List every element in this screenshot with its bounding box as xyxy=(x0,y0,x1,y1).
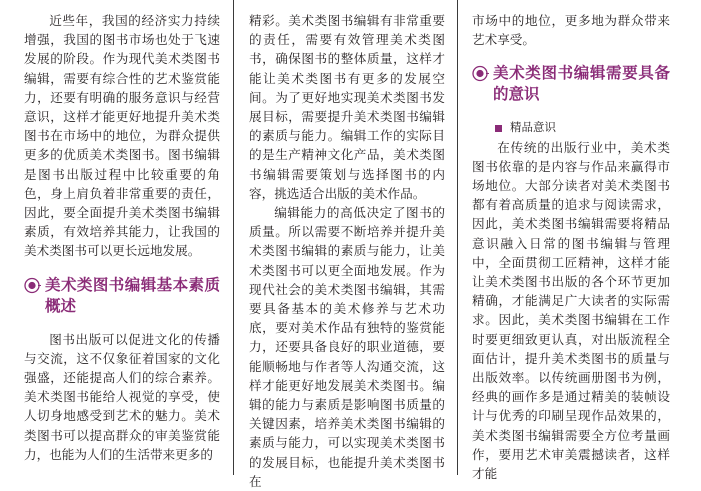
square-bullet-icon xyxy=(495,125,502,132)
section-heading-text: 美术类图书编辑基本素质概述 xyxy=(45,275,220,315)
section-heading xyxy=(472,63,670,105)
column-3 xyxy=(472,11,670,483)
column-2 xyxy=(249,11,445,491)
body-paragraph: 近些年，我国的经济实力持续增强，我国的图书市场也处于飞速发展的阶段。作为现代美术类图书编辑，需要有综合性的艺术鉴赏能力，还要有明确的服务意识与经营意识，这样才能更好地提升美术类图书在市场中的地位，为群众提供更多的优质美术类图书。图书编辑是图书出版过程中比较重要的角色，身上肩负着非常重要的责任，因此，要全面提升美术类图书编辑素质，有效培养其能力，让我国的美术类图书可以更长远地发展。 xyxy=(24,13,220,259)
target-ring-icon xyxy=(472,65,489,82)
subsection-heading xyxy=(495,118,670,137)
subsection-heading-text: 精品意识 xyxy=(510,120,556,135)
target-ring-icon xyxy=(24,277,41,294)
body-paragraph: 编辑能力的高低决定了图书的质量。所以需要不断培养并提升美术类图书编辑的素质与能力，让美术类图书可以更全面地发展。作为现代社会的美术类图书编辑，其需要具备基本的美术修养与艺术功底，要对美术作品有独特的鉴赏能力，还要具备良好的职业道德，要能顺畅地与作者等人沟通交流，这样才能更好地发展美术类图书。编辑的能力与素质是影响图书质量的关键因素，培养美术类图书编辑的素质与能力，可以实现美术类图书的发展目标，也能提升美术类图书在 xyxy=(249,205,445,489)
column-divider-right xyxy=(457,0,458,475)
body-paragraph: 图书出版可以促进文化的传播与交流，这不仅象征着国家的文化强盛，还能提高人们的综合素养。美术类图书能给人视觉的享受，使人切身地感受到艺术的魅力。美术类图书可以提高群众的审美鉴赏能力，也能为人们的生活带来更多的 xyxy=(24,331,220,462)
body-paragraph: 市场中的地位，更多地为群众带来艺术享受。 xyxy=(472,13,670,48)
section-heading xyxy=(24,275,220,317)
body-paragraph: 在传统的出版行业中，美术类图书依靠的是内容与作品来赢得市场地位。大部分读者对美术类图书都有着高质量的追求与阅读需求，因此，美术类图书编辑需要将精品意识融入日常的图书编辑与管理中，全面贯彻工匠精神，这样才能让美术类图书出版的各个环节更加精确，才能满足广大读者的实际需求。因此，美术类图书编辑在工作时要更细致更认真，对出版流程全面估计，提升美术类图书的质量与出版效率。以传统画册图书为例，经典的画作多是通过精美的装帧设计与优秀的印刷呈现作品效果的，美术类图书编辑需要全方位考量画作，要用艺术审美震撼读者，这样才能 xyxy=(472,139,670,482)
column-divider-left xyxy=(233,0,234,475)
section-heading-text: 美术类图书编辑需要具备的意识 xyxy=(493,64,670,104)
body-paragraph: 精彩。美术类图书编辑有非常重要的责任，需要有效管理美术类图书，确保图书的整体质量，这样才能让美术类图书有更多的发展空间。为了更好地实现美术类图书发展目标，需要提升美术类图书编辑的素质与能力。编辑工作的实际目的是生产精神文化产品，美术类图书编辑需要策划与选择图书的内容，挑选适合出版的美术作品。 xyxy=(249,13,445,201)
column-1 xyxy=(24,11,220,464)
